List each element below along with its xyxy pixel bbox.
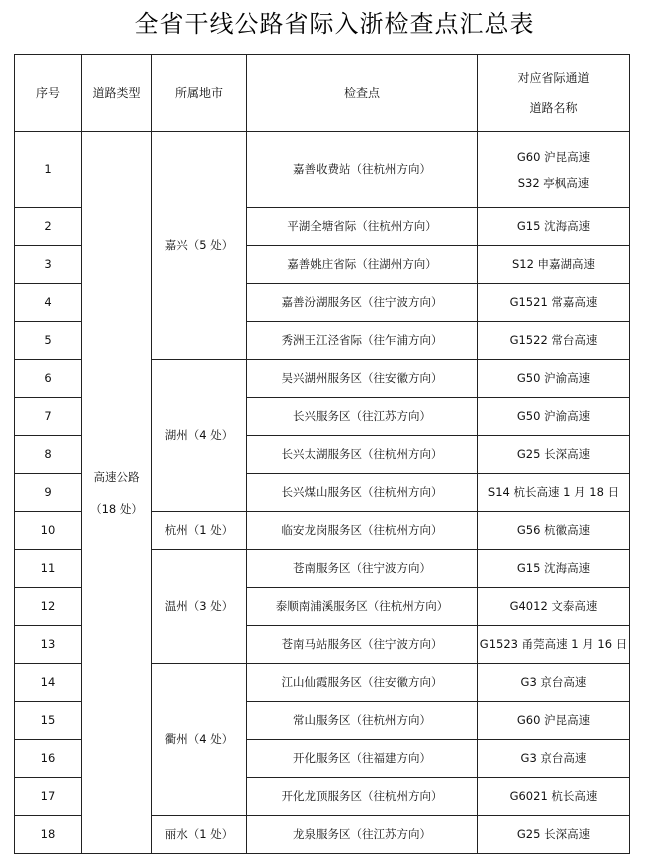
cell-no: 18 bbox=[15, 816, 82, 854]
cell-no: 10 bbox=[15, 512, 82, 550]
cell-no: 4 bbox=[15, 284, 82, 322]
cell-no: 3 bbox=[15, 246, 82, 284]
cell-road: G6021 杭长高速 bbox=[478, 778, 630, 816]
cell-road: G56 杭徽高速 bbox=[478, 512, 630, 550]
cell-city-hangzhou: 杭州（1 处） bbox=[152, 512, 247, 550]
cell-point: 泰顺南浦溪服务区（往杭州方向） bbox=[247, 588, 478, 626]
cell-no: 14 bbox=[15, 664, 82, 702]
cell-point: 苍南马站服务区（往宁波方向） bbox=[247, 626, 478, 664]
cell-no: 7 bbox=[15, 398, 82, 436]
road-type-name: 高速公路 bbox=[93, 469, 140, 484]
cell-city-lishui: 丽水（1 处） bbox=[152, 816, 247, 854]
header-type: 道路类型 bbox=[82, 55, 152, 132]
cell-point: 嘉善姚庄省际（往湖州方向） bbox=[247, 246, 478, 284]
header-no: 序号 bbox=[15, 55, 82, 132]
opening-date-note: 1 月 16 日 bbox=[571, 637, 628, 651]
cell-point: 吴兴湖州服务区（往安徽方向） bbox=[247, 360, 478, 398]
cell-road: G4012 文泰高速 bbox=[478, 588, 630, 626]
cell-no: 5 bbox=[15, 322, 82, 360]
header-road bbox=[478, 55, 630, 132]
cell-road: G60 沪昆高速 bbox=[478, 702, 630, 740]
opening-date-note: 1 月 18 日 bbox=[563, 485, 620, 499]
header-point: 检查点 bbox=[247, 55, 478, 132]
cell-road: G15 沈海高速 bbox=[478, 550, 630, 588]
cell-road bbox=[478, 626, 630, 664]
cell-no: 15 bbox=[15, 702, 82, 740]
cell-no: 1 bbox=[15, 132, 82, 208]
cell-road: S12 申嘉湖高速 bbox=[478, 246, 630, 284]
document-title: 全省干线公路省际入浙检查点汇总表 bbox=[134, 10, 535, 38]
cell-point: 嘉善收费站（往杭州方向） bbox=[247, 132, 478, 208]
cell-point: 长兴煤山服务区（往杭州方向） bbox=[247, 474, 478, 512]
cell-road: G1521 常嘉高速 bbox=[478, 284, 630, 322]
cell-city-huzhou: 湖州（4 处） bbox=[152, 360, 247, 512]
cell-city-jiaxing: 嘉兴（5 处） bbox=[152, 132, 247, 360]
road-name: G1523 甬莞高速 bbox=[479, 637, 568, 651]
header-road-line2: 道路名称 bbox=[529, 101, 578, 115]
cell-road: G3 京台高速 bbox=[478, 664, 630, 702]
cell-road bbox=[478, 132, 630, 208]
cell-point: 苍南服务区（往宁波方向） bbox=[247, 550, 478, 588]
checkpoint-summary-table bbox=[14, 54, 630, 854]
table-header-row bbox=[15, 55, 630, 132]
cell-no: 13 bbox=[15, 626, 82, 664]
cell-city-wenzhou: 温州（3 处） bbox=[152, 550, 247, 664]
cell-no: 2 bbox=[15, 208, 82, 246]
cell-road: G50 沪渝高速 bbox=[478, 360, 630, 398]
table-row bbox=[15, 132, 630, 208]
cell-point: 龙泉服务区（往江苏方向） bbox=[247, 816, 478, 854]
road-name-secondary: S32 亭枫高速 bbox=[517, 175, 590, 190]
cell-road: G25 长深高速 bbox=[478, 436, 630, 474]
cell-point: 开化服务区（往福建方向） bbox=[247, 740, 478, 778]
cell-road-type bbox=[82, 132, 152, 854]
cell-road: G3 京台高速 bbox=[478, 740, 630, 778]
cell-point: 平湖全塘省际（往杭州方向） bbox=[247, 208, 478, 246]
cell-point: 长兴服务区（往江苏方向） bbox=[247, 398, 478, 436]
cell-no: 8 bbox=[15, 436, 82, 474]
cell-no: 12 bbox=[15, 588, 82, 626]
cell-point: 长兴太湖服务区（往杭州方向） bbox=[247, 436, 478, 474]
header-road-line1: 对应省际通道 bbox=[517, 71, 590, 85]
cell-point: 临安龙岗服务区（往杭州方向） bbox=[247, 512, 478, 550]
cell-point: 江山仙霞服务区（往安徽方向） bbox=[247, 664, 478, 702]
cell-road: G1522 常台高速 bbox=[478, 322, 630, 360]
cell-point: 开化龙顶服务区（往杭州方向） bbox=[247, 778, 478, 816]
cell-road: G15 沈海高速 bbox=[478, 208, 630, 246]
cell-point: 秀洲王江泾省际（往乍浦方向） bbox=[247, 322, 478, 360]
cell-no: 17 bbox=[15, 778, 82, 816]
cell-road: G25 长深高速 bbox=[478, 816, 630, 854]
road-type-count: （18 处） bbox=[90, 501, 143, 516]
cell-no: 9 bbox=[15, 474, 82, 512]
cell-no: 16 bbox=[15, 740, 82, 778]
cell-city-quzhou: 衢州（4 处） bbox=[152, 664, 247, 816]
cell-point: 常山服务区（往杭州方向） bbox=[247, 702, 478, 740]
cell-point: 嘉善汾湖服务区（往宁波方向） bbox=[247, 284, 478, 322]
road-name-primary: G60 沪昆高速 bbox=[516, 149, 591, 164]
cell-no: 11 bbox=[15, 550, 82, 588]
cell-no: 6 bbox=[15, 360, 82, 398]
road-name: S14 杭长高速 bbox=[487, 485, 560, 499]
cell-road bbox=[478, 474, 630, 512]
cell-road: G50 沪渝高速 bbox=[478, 398, 630, 436]
header-city: 所属地市 bbox=[152, 55, 247, 132]
